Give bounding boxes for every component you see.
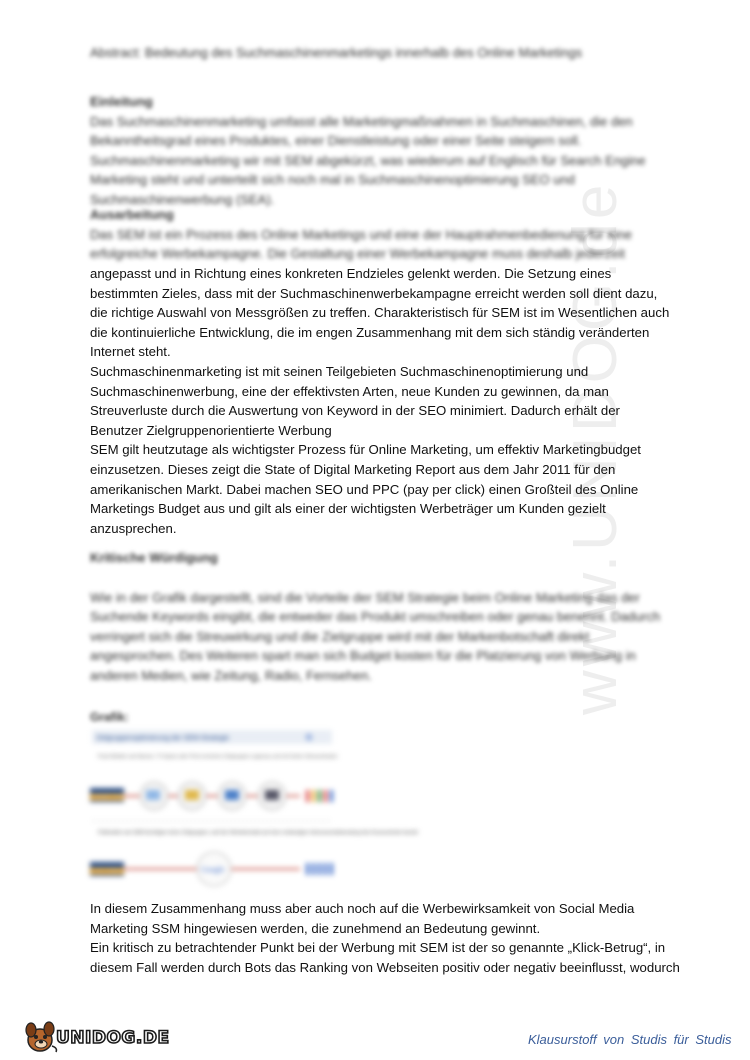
main-blurred-text: Das SEM ist ein Prozess des Online Marketings und eine der Hauptrahmenbedienung für eine erfolgreiche Werbekampagne. Die Gestaltung einer Werbekampagne muss deshalb jederzeit	[90, 226, 632, 261]
critical-section	[90, 548, 662, 685]
graphic-banner-title: Zielgruppenoptimierung der SEM-Strategie	[96, 735, 230, 742]
svg-text:G: G	[306, 733, 313, 742]
badge-sender: SENDER STIMULUS	[92, 794, 135, 799]
footer-tagline: Klausurstoff von Studis für Studis	[528, 1032, 732, 1047]
abstract-line: Abstract: Bedeutung des Suchmaschinenmarketings innerhalb des Online Marketings	[90, 45, 583, 60]
intro-heading: Einleitung	[90, 94, 153, 109]
main-paragraph: SEM gilt heutzutage als wichtigster Prozess für Online Marketing, um effektiv Marketingbudget einzusetzen. Dieses zeigt die State of Digital Marketing Report aus dem Jahr 2011 für den amerikanischen Markt. Dabei machen SEO und PPC (pay per click) einen Großteil des Online Marketings Budget aus und gilt als einer der wichtigsten Werbeträger um Kunden gezielt anzusprechen.	[90, 442, 641, 536]
badge-auto: AUTO STIMULUS	[92, 868, 129, 873]
main-paragraph: angepasst und in Richtung eines konkreten Endzieles gelenkt werden. Die Setzung eines bestimmten Zieles, dass mit der Suchmaschinenwerbekampagne erreicht werden soll dient dazu, die richtige Auswahl von Messgrößen zu treffen. Charakteristisch für SEM ist im Wesentlichen auch die kontinuierliche Entwicklung, die im engen Zusammenhang mit dem sich ständig veränderten Internet steht.	[90, 266, 670, 360]
main-readable-text	[90, 264, 670, 538]
main-heading: Ausarbeitung	[90, 207, 174, 222]
graphic-label: Grafik:	[90, 710, 129, 724]
critical-heading: Kritische Würdigung	[90, 550, 218, 565]
graphic-caption-bottom: Pullmedien wie SEM benötigen keine Zielgruppen, weil der Werbekontakt auf einer eindeutigen Interessensbekundung des Konsumenten beruht	[98, 830, 418, 836]
people-icons-bottom	[306, 863, 333, 875]
intro-text: Das Suchmaschinenmarketing umfasst alle Marketingmaßnahmen in Suchmaschinen, die den Bekanntheitsgrad eines Produktes, einer Dienstleistung oder einer Seite steigern soll. Suchmaschinenmarketing wir mit SEM abgekürzt, was wiederum auf Englisch für Search Engine Marketing steht und unterteilt sich noch mal in Suchmaschinenoptimierung SEO und Suchmaschinenwerbung (SEA).	[90, 113, 646, 207]
watermark: www.UNIDOG.de	[561, 180, 630, 715]
tail-paragraph: In diesem Zusammenhang muss aber auch noch auf die Werbewirksamkeit von Social Media Marketing SSM hingewiesen werden, die zunehmend an Bedeutung gewinnt.	[90, 901, 635, 936]
tail-paragraph: Ein kritisch zu betrachtender Punkt bei der Werbung mit SEM ist der so genannte „Klick-Betrug“, in diesem Fall werden durch Bots das Ranking von Webseiten positiv oder negativ beeinflusst, wodurch	[90, 940, 680, 975]
sem-strategy-graphic	[88, 726, 418, 891]
tail-readable-text	[90, 899, 680, 977]
people-icons-top	[306, 790, 333, 802]
footer-logo-text: UNIDOG.DE	[56, 1028, 170, 1048]
main-paragraph: Suchmaschinenmarketing ist mit seinen Teilgebieten Suchmaschinenoptimierung und Suchmaschinenwerbung, eine der effektivsten Arten, neue Kunden zu gewinnen, da man Streuverluste durch die Auswertung von Keyword in der SEO minimiert. Dadurch erhält der Benutzer Zielgruppenorientierte Werbung	[90, 363, 620, 438]
google-logo: Google	[201, 865, 225, 874]
critical-text: Wie in der Grafik dargestellt, sind die Vorteile der SEM Strategie beim Online Marketing das der Suchende Keywords eingibt, die entweder das Produkt umschreiben oder genau benennt. Dadurch verringert sich die Streuwirkung und die Zielgruppe wird mit der Markenbotschaft direkt angesprochen. Des Weiteren spart man sich Budget kosten für die Platzierung von Werbung in anderen Medien, wie Zeitung, Radio, Fernsehen.	[90, 589, 661, 683]
main-section-blurred	[90, 205, 665, 264]
graphic-caption-top: Push-Medien wie Banner, TV-Spots oder Print erreichen Zielgruppen ungenau und mit hohen Streuverlusten	[98, 754, 338, 760]
intro-section	[90, 92, 660, 209]
